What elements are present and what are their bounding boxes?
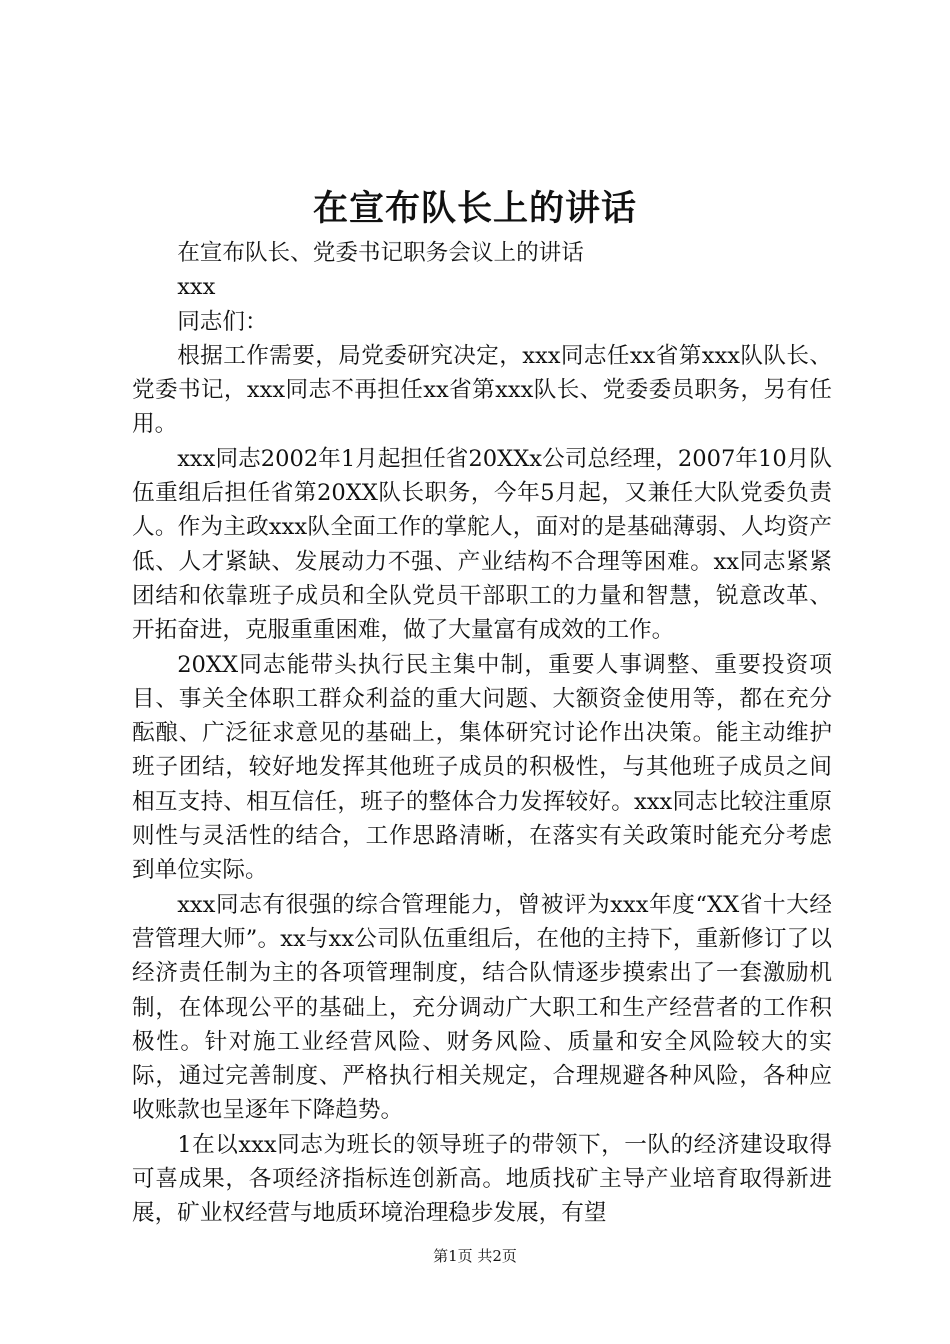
body-paragraph: xxx同志2002年1月起担任省20XXx公司总经理，2007年10月队伍重组后担任省第20XX队长职务，今年5月起，又兼任大队党委负责人。作为主政xxx队全面工作的掌舵人，面对的是基础薄弱、人均资产低、人才紧缺、发展动力不强、产业结构不合理等困难。xx同志紧紧团结和依靠班子成员和全队党员干部职工的力量和智慧，锐意改革、开拓奋进，克服重重困难，做了大量富有成效的工作。 (132, 445, 832, 644)
body-paragraph: 20XX同志能带头执行民主集中制，重要人事调整、重要投资项目、事关全体职工群众利益的重大问题、大额资金使用等，都在充分酝酿、广泛征求意见的基础上，集体研究讨论作出决策。能主动维护班子团结，较好地发挥其他班子成员的积极性，与其他班子成员之间相互支持、相互信任，班子的整体合力发挥较好。xxx同志比较注重原则性与灵活性的结合，工作思路清晰，在落实有关政策时能充分考虑到单位实际。 (132, 651, 832, 884)
greeting-paragraph: 同志们： (177, 308, 268, 335)
document-title: 在宣布队长上的讲话 (312, 188, 637, 229)
author-paragraph: xxx (177, 274, 216, 301)
body-paragraph: 根据工作需要，局党委研究决定，xxx同志任xx省第xxx队队长、党委书记，xxx同志不再担任xx省第xxx队长、党委委员职务，另有任用。 (132, 342, 832, 438)
subtitle-paragraph: 在宣布队长、党委书记职务会议上的讲话 (177, 240, 584, 266)
document-body (132, 236, 832, 1231)
body-paragraph: 1在以xxx同志为班长的领导班子的带领下，一队的经济建设取得可喜成果，各项经济指标连创新高。地质找矿主导产业培育取得新进展，矿业权经营与地质环境治理稳步发展，有望 (132, 1131, 832, 1227)
page-footer: 第1页 共2页 (433, 1247, 517, 1265)
body-paragraph: xxx同志有很强的综合管理能力，曾被评为xxx年度“XX省十大经营管理大师”。xx与xx公司队伍重组后，在他的主持下，重新修订了以经济责任制为主的各项管理制度，结合队情逐步摸索出了一套激励机制，在体现公平的基础上，充分调动广大职工和生产经营者的工作积极性。针对施工业经营风险、财务风险、质量和安全风险较大的实际，通过完善制度、严格执行相关规定，合理规避各种风险，各种应收账款也呈逐年下降趋势。 (132, 891, 832, 1124)
